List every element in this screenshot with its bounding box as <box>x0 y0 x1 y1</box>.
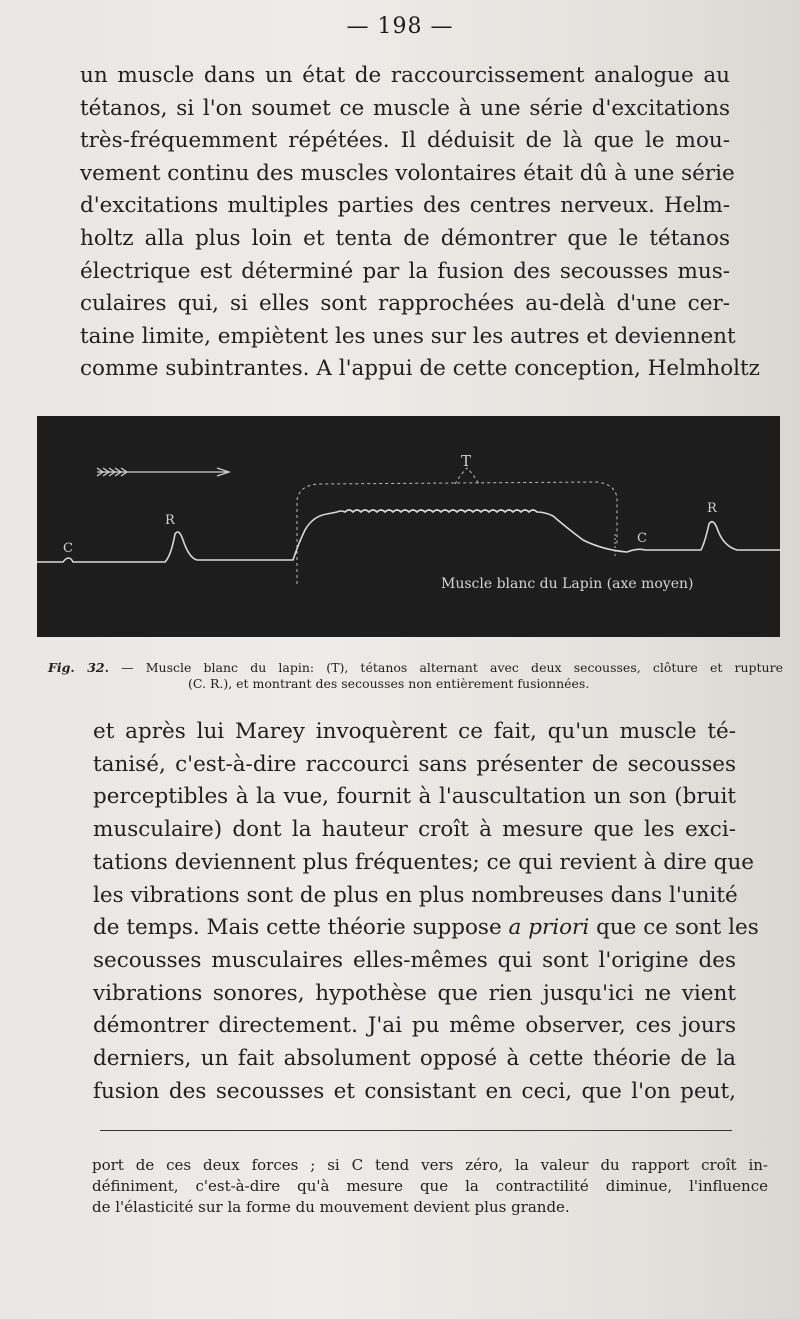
text-line: démontrer directement. J'ai pu même observer, ces jours <box>93 1013 736 1039</box>
footnote-line: de l'élasticité sur la forme du mouvement devient plus grande. <box>92 1198 570 1216</box>
text-line: électrique est déterminé par la fusion des secousses mus- <box>80 258 730 284</box>
label-r-left: R <box>165 513 175 528</box>
footnote <box>92 1155 768 1218</box>
text-line: tations deviennent plus fréquentes; ce qui revient à dire que <box>93 849 755 875</box>
text-line: comme subintrantes. A l'appui de cette conception, Helmholtz <box>80 356 761 382</box>
tracing-curve <box>37 510 780 562</box>
paragraph-bottom <box>93 716 759 1108</box>
figure-caption <box>48 660 783 692</box>
text-line: un muscle dans un état de raccourcissement analogue au <box>80 63 730 88</box>
text-line: très-fréquemment répétées. Il déduisit de là que le mou- <box>80 128 730 154</box>
text-segment: que ce sont les <box>596 915 759 941</box>
tetanus-bracket <box>297 482 617 584</box>
tracing-svg <box>37 416 780 637</box>
text-line: d'excitations multiples parties des centres nerveux. Helm- <box>80 193 730 219</box>
text-line: culaires qui, si elles sont rapprochées au-delà d'une cer- <box>80 291 730 317</box>
text-line: tétanos, si l'on soumet ce muscle à une série d'excitations <box>80 95 730 121</box>
text-line: vibrations sonores, hypothèse que rien jusqu'ici ne vient <box>93 980 736 1006</box>
footnote-divider <box>100 1130 732 1131</box>
text-segment: de temps. Mais cette théorie suppose <box>93 915 502 941</box>
text-line: musculaire) dont la hauteur croît à mesure que les exci- <box>93 817 736 843</box>
text-line: vement continu des muscles volontaires était dû à une série <box>80 160 735 186</box>
italic-phrase: a priori <box>508 915 590 941</box>
text-line: tanisé, c'est-à-dire raccourci sans présenter de secousses <box>93 751 736 777</box>
label-r-right: R <box>707 501 717 516</box>
label-t: T <box>461 452 472 470</box>
figure-label: Fig. 32. <box>48 660 109 675</box>
arrow-icon <box>97 468 229 476</box>
text-line: holtz alla plus loin et tenta de démontrer que le tétanos <box>80 225 730 251</box>
figure-legend: Muscle blanc du Lapin (axe moyen) <box>441 576 694 592</box>
text-line: les vibrations sont de plus en plus nombreuses dans l'unité <box>93 882 738 908</box>
tetanus-bracket-peak <box>455 468 479 484</box>
footnote-line: port de ces deux forces ; si C tend vers zéro, la valeur du rapport croît in- <box>92 1156 768 1174</box>
label-c-right: C <box>637 531 647 546</box>
label-c-left: C <box>63 541 73 556</box>
text-line: perceptibles à la vue, fournit à l'auscultation un son (bruit <box>93 784 736 810</box>
paragraph-top <box>80 60 761 386</box>
text-line: taine limite, empiètent les unes sur les autres et deviennent <box>80 323 736 349</box>
text-line <box>93 912 759 945</box>
text-line: derniers, un fait absolument opposé à cette théorie de la <box>93 1046 736 1072</box>
tetanus-tracing-figure <box>37 416 780 637</box>
text-line: et après lui Marey invoquèrent ce fait, qu'un muscle té- <box>93 719 736 744</box>
page-number: — 198 — <box>346 14 454 39</box>
text-line: fusion des secousses et consistant en ceci, que l'on peut, <box>93 1078 736 1104</box>
caption-text: (C. R.), et montrant des secousses non entièrement fusionnées. <box>188 676 590 691</box>
footnote-line: définiment, c'est-à-dire qu'à mesure que la contractilité diminue, l'influence <box>92 1177 768 1195</box>
text-line: secousses musculaires elles-mêmes qui sont l'origine des <box>93 947 736 973</box>
caption-text: — Muscle blanc du lapin: (T), tétanos alternant avec deux secousses, clôture et rupture <box>121 660 783 675</box>
